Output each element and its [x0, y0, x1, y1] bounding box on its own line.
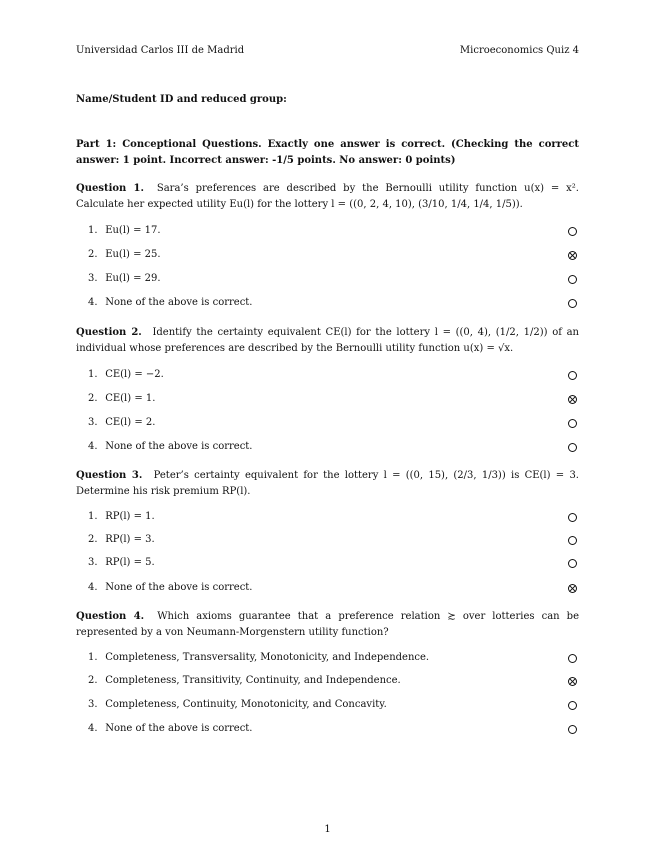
- answer-radio[interactable]: [568, 275, 577, 284]
- option-number: 1.: [88, 225, 98, 236]
- option-text: Completeness, Transitivity, Continuity, and Independence.: [105, 675, 401, 686]
- question-3: [76, 468, 579, 500]
- answer-radio[interactable]: [568, 513, 577, 522]
- option-text: RP(l) = 1.: [105, 511, 155, 522]
- option-row: [88, 439, 253, 455]
- option-text: None of the above is correct.: [105, 441, 253, 452]
- option-row: [88, 247, 161, 263]
- option-number: 2.: [88, 249, 98, 260]
- option-row: [88, 367, 164, 383]
- question-label: Question 3.: [76, 470, 143, 481]
- question-text: Which axioms guarantee that a preference relation ≿ over lotteries can be represented by a von Neumann-Morgenstern utility function?: [76, 611, 579, 638]
- answer-radio-checked[interactable]: [568, 395, 577, 404]
- option-number: 4.: [88, 723, 98, 734]
- option-number: 3.: [88, 273, 98, 284]
- option-text: Completeness, Transversality, Monotonicity, and Independence.: [105, 652, 430, 663]
- option-text: CE(l) = 2.: [105, 417, 156, 428]
- option-row: [88, 295, 253, 311]
- page-number: 1: [324, 824, 331, 835]
- option-row: [88, 673, 401, 689]
- answer-radio[interactable]: [568, 725, 577, 734]
- option-text: None of the above is correct.: [105, 582, 253, 593]
- answer-radio-checked[interactable]: [568, 584, 577, 593]
- question-1: [76, 181, 579, 213]
- name-field-label: Name/Student ID and reduced group:: [76, 94, 287, 105]
- option-row: [88, 532, 155, 548]
- question-label: Question 4.: [76, 611, 145, 622]
- option-number: 1.: [88, 369, 98, 380]
- option-row: [88, 697, 387, 713]
- answer-radio[interactable]: [568, 654, 577, 663]
- option-row: [88, 721, 253, 737]
- option-text: None of the above is correct.: [105, 723, 253, 734]
- question-text: Identify the certainty equivalent CE(l) for the lottery l = ((0, 4), (1/2, 1/2)) of an individual whose preferences are described by the Bernoulli utility function u(x) = √x.: [76, 327, 579, 354]
- option-number: 1.: [88, 511, 98, 522]
- option-number: 1.: [88, 652, 98, 663]
- answer-radio[interactable]: [568, 419, 577, 428]
- option-row: [88, 555, 155, 571]
- question-label: Question 1.: [76, 183, 144, 194]
- answer-radio-checked[interactable]: [568, 251, 577, 260]
- header-left: Universidad Carlos III de Madrid: [76, 45, 245, 56]
- option-number: 2.: [88, 675, 98, 686]
- option-row: [88, 415, 155, 431]
- option-text: Eu(l) = 25.: [105, 249, 161, 260]
- answer-radio[interactable]: [568, 371, 577, 380]
- option-number: 3.: [88, 417, 98, 428]
- option-row: [88, 580, 253, 596]
- option-text: RP(l) = 3.: [105, 534, 155, 545]
- question-2: [76, 325, 579, 357]
- option-row: [88, 391, 155, 407]
- option-number: 4.: [88, 441, 98, 452]
- option-text: Eu(l) = 17.: [105, 225, 161, 236]
- question-text: Peter’s certainty equivalent for the lottery l = ((0, 15), (2/3, 1/3)) is CE(l) = 3. Determine his risk premium RP(l).: [76, 470, 579, 497]
- question-label: Question 2.: [76, 327, 142, 338]
- answer-radio[interactable]: [568, 299, 577, 308]
- option-text: CE(l) = 1.: [105, 393, 156, 404]
- answer-radio[interactable]: [568, 701, 577, 710]
- answer-radio[interactable]: [568, 536, 577, 545]
- option-number: 4.: [88, 297, 98, 308]
- option-row: [88, 223, 161, 239]
- option-text: None of the above is correct.: [105, 297, 253, 308]
- option-row: [88, 650, 429, 666]
- option-text: RP(l) = 5.: [105, 557, 155, 568]
- option-number: 3.: [88, 699, 98, 710]
- answer-radio[interactable]: [568, 227, 577, 236]
- question-text: Sara’s preferences are described by the Bernoulli utility function u(x) = x². Calculate her expected utility Eu(l) for the lottery l = ((0, 2, 4, 10), (3/10, 1/4, 1/4, 1/5)).: [76, 183, 579, 210]
- part-1-instructions: Part 1: Conceptional Questions. Exactly one answer is correct. (Checking the correct answer: 1 point. Incorrect answer: -1/5 points. No answer: 0 points): [76, 139, 579, 166]
- option-number: 4.: [88, 582, 98, 593]
- option-row: [88, 509, 155, 525]
- answer-radio[interactable]: [568, 559, 577, 568]
- option-number: 2.: [88, 534, 98, 545]
- answer-radio[interactable]: [568, 443, 577, 452]
- header-right: Microeconomics Quiz 4: [459, 45, 579, 56]
- option-text: CE(l) = −2.: [105, 369, 164, 380]
- option-row: [88, 271, 161, 287]
- option-text: Completeness, Continuity, Monotonicity, and Concavity.: [105, 699, 387, 710]
- answer-radio-checked[interactable]: [568, 677, 577, 686]
- question-4: [76, 609, 579, 641]
- option-number: 3.: [88, 557, 98, 568]
- option-number: 2.: [88, 393, 98, 404]
- option-text: Eu(l) = 29.: [105, 273, 161, 284]
